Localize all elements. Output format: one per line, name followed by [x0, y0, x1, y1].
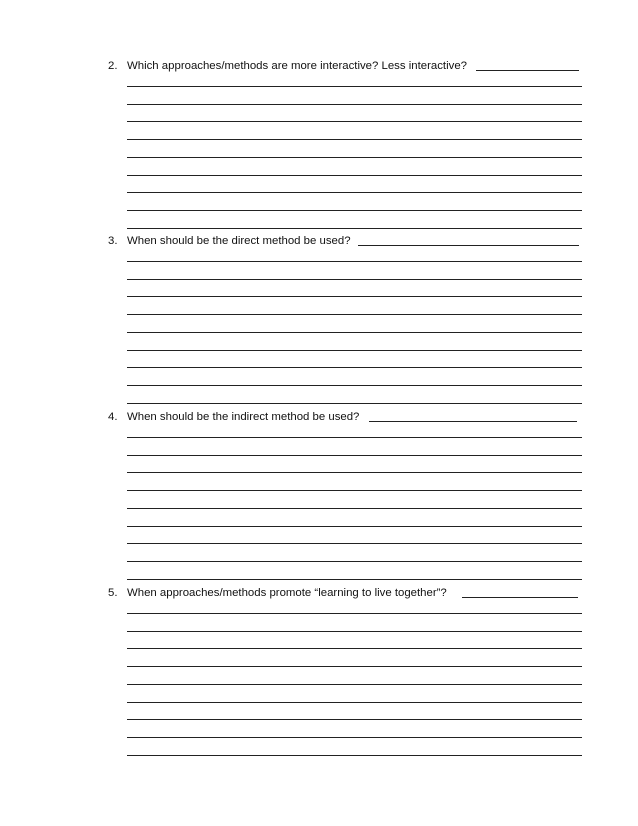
answer-line[interactable]	[127, 86, 582, 87]
question-number: 4.	[108, 411, 118, 423]
inline-answer-blank[interactable]	[476, 70, 579, 71]
question-number: 5.	[108, 587, 118, 599]
answer-line[interactable]	[127, 561, 582, 562]
answer-line[interactable]	[127, 719, 582, 720]
question-number: 3.	[108, 235, 118, 247]
answer-line[interactable]	[127, 210, 582, 211]
answer-line[interactable]	[127, 631, 582, 632]
answer-line[interactable]	[127, 350, 582, 351]
question-text: When should be the direct method be used?	[127, 235, 351, 247]
inline-answer-blank[interactable]	[369, 421, 577, 422]
answer-line[interactable]	[127, 385, 582, 386]
question-text: When approaches/methods promote “learning to live together”?	[127, 587, 447, 599]
answer-line[interactable]	[127, 228, 582, 229]
question-text: Which approaches/methods are more interactive? Less interactive?	[127, 60, 467, 72]
answer-line[interactable]	[127, 279, 582, 280]
answer-line[interactable]	[127, 175, 582, 176]
answer-line[interactable]	[127, 755, 582, 756]
answer-line[interactable]	[127, 296, 582, 297]
answer-line[interactable]	[127, 437, 582, 438]
answer-line[interactable]	[127, 613, 582, 614]
answer-line[interactable]	[127, 666, 582, 667]
answer-line[interactable]	[127, 455, 582, 456]
inline-answer-blank[interactable]	[358, 245, 579, 246]
inline-answer-blank[interactable]	[462, 597, 578, 598]
answer-line[interactable]	[127, 702, 582, 703]
answer-line[interactable]	[127, 367, 582, 368]
answer-line[interactable]	[127, 526, 582, 527]
answer-line[interactable]	[127, 737, 582, 738]
question-number: 2.	[108, 60, 118, 72]
question-text: When should be the indirect method be used?	[127, 411, 360, 423]
answer-line[interactable]	[127, 472, 582, 473]
answer-line[interactable]	[127, 579, 582, 580]
answer-line[interactable]	[127, 314, 582, 315]
answer-line[interactable]	[127, 543, 582, 544]
answer-line[interactable]	[127, 121, 582, 122]
answer-line[interactable]	[127, 157, 582, 158]
answer-line[interactable]	[127, 684, 582, 685]
answer-line[interactable]	[127, 104, 582, 105]
answer-line[interactable]	[127, 139, 582, 140]
answer-line[interactable]	[127, 403, 582, 404]
answer-line[interactable]	[127, 508, 582, 509]
answer-line[interactable]	[127, 261, 582, 262]
answer-line[interactable]	[127, 648, 582, 649]
answer-line[interactable]	[127, 332, 582, 333]
answer-line[interactable]	[127, 490, 582, 491]
answer-line[interactable]	[127, 192, 582, 193]
